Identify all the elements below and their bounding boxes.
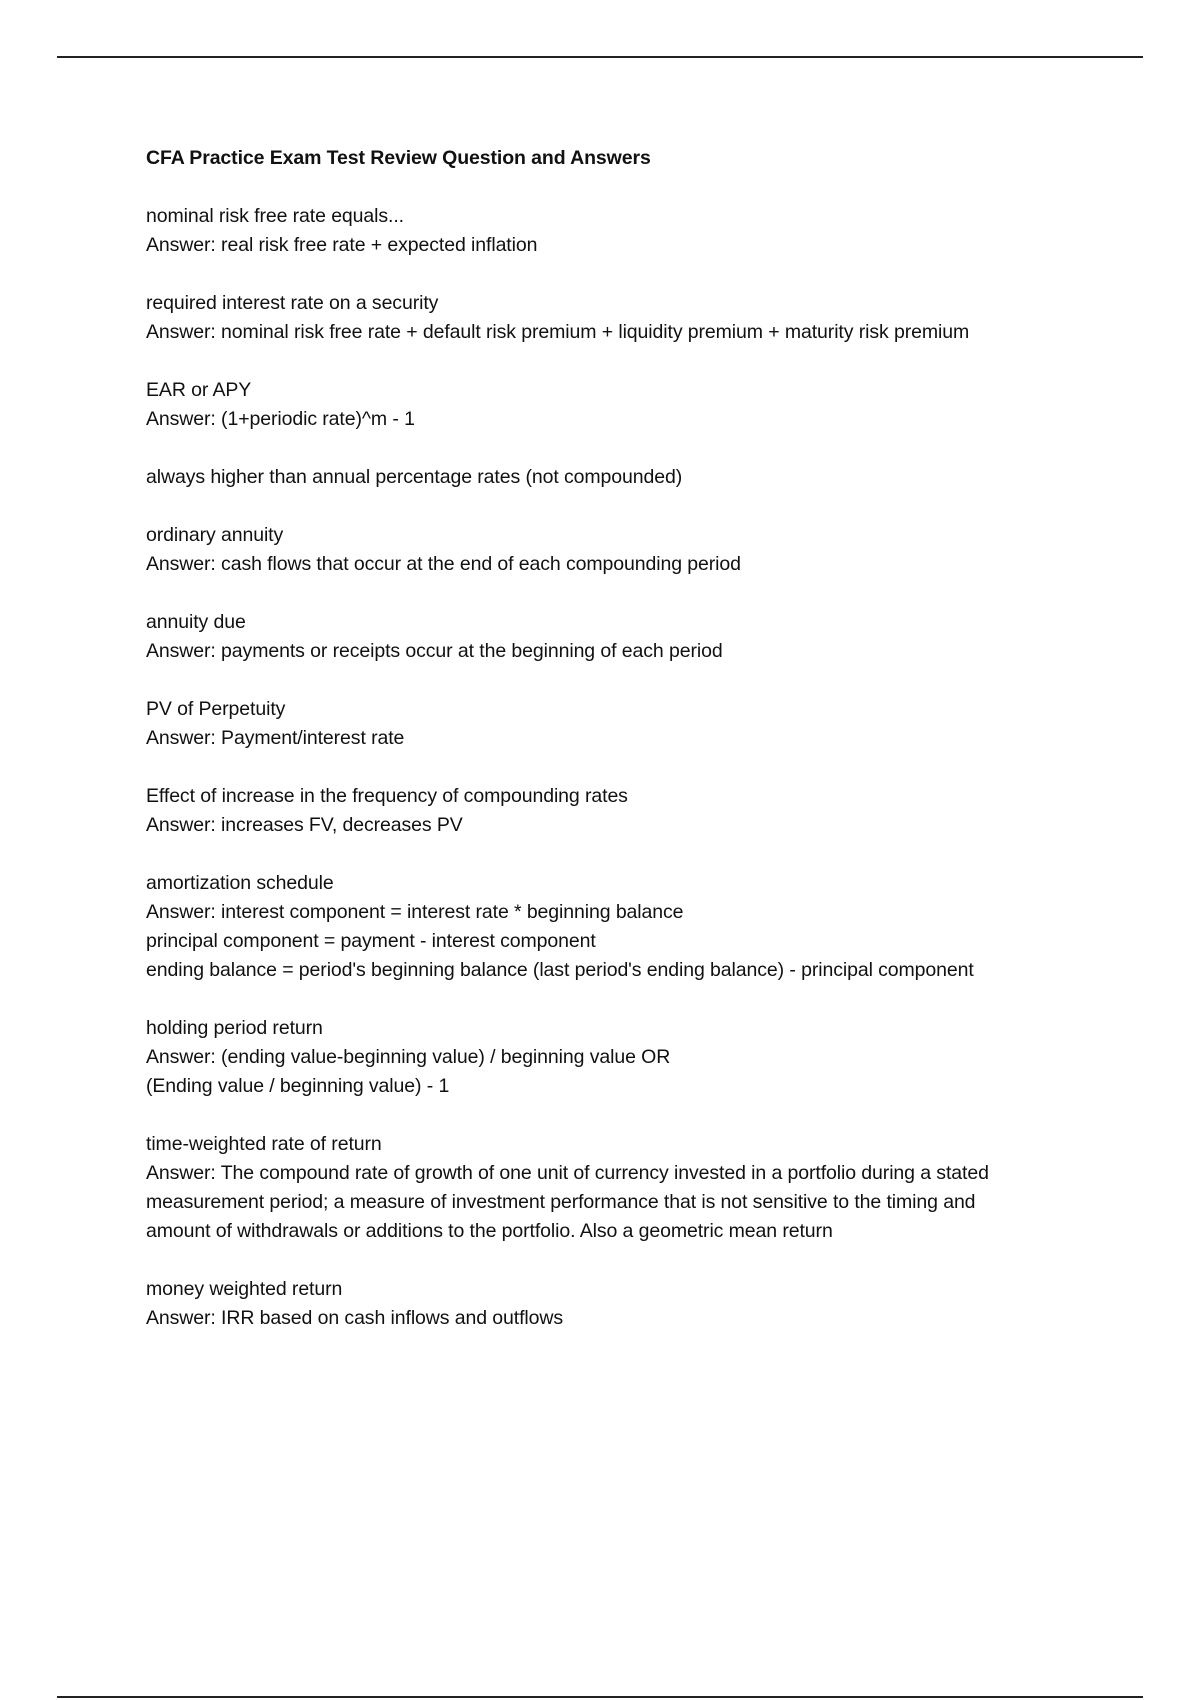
qa-question: nominal risk free rate equals... [146, 205, 405, 227]
qa-item [146, 782, 1106, 840]
qa-item [146, 202, 1106, 260]
qa-item [146, 869, 1106, 985]
qa-answer-line: Answer: IRR based on cash inflows and outflows [146, 1307, 564, 1329]
qa-answer-line: Answer: real risk free rate + expected inflation [146, 234, 538, 256]
qa-answer-line: ending balance = period's beginning balance (last period's ending balance) - principal component [146, 959, 974, 981]
qa-answer-line: Answer: Payment/interest rate [146, 727, 405, 749]
qa-question: always higher than annual percentage rates (not compounded) [146, 466, 683, 488]
qa-answer-line: amount of withdrawals or additions to the portfolio. Also a geometric mean return [146, 1220, 833, 1242]
qa-answer-line: Answer: (ending value-beginning value) / beginning value OR [146, 1046, 671, 1068]
qa-answer-line: Answer: (1+periodic rate)^m - 1 [146, 408, 415, 430]
qa-answer-line: (Ending value / beginning value) - 1 [146, 1075, 450, 1097]
qa-question: EAR or APY [146, 379, 252, 401]
qa-item [146, 521, 1106, 579]
qa-answer-line: Answer: interest component = interest rate * beginning balance [146, 901, 684, 923]
qa-item [146, 695, 1106, 753]
qa-item [146, 289, 1106, 347]
document-title: CFA Practice Exam Test Review Question and Answers [146, 147, 651, 169]
qa-answer-line: Answer: payments or receipts occur at the beginning of each period [146, 640, 723, 662]
document-body [146, 144, 1106, 1362]
qa-item [146, 376, 1106, 434]
qa-question: required interest rate on a security [146, 292, 439, 314]
header-rule [57, 56, 1143, 58]
qa-question: holding period return [146, 1017, 323, 1039]
qa-answer-line: Answer: cash flows that occur at the end of each compounding period [146, 553, 741, 575]
qa-question: Effect of increase in the frequency of compounding rates [146, 785, 628, 807]
qa-answer-line: Answer: nominal risk free rate + default risk premium + liquidity premium + maturity risk premium [146, 321, 970, 343]
qa-list [146, 202, 1106, 1333]
qa-item [146, 608, 1106, 666]
qa-question: ordinary annuity [146, 524, 284, 546]
qa-item [146, 1014, 1106, 1101]
qa-question: annuity due [146, 611, 246, 633]
qa-question: money weighted return [146, 1278, 343, 1300]
qa-item [146, 463, 1106, 492]
qa-answer-line: Answer: The compound rate of growth of one unit of currency invested in a portfolio during a stated [146, 1162, 989, 1184]
qa-item [146, 1130, 1106, 1246]
footer-rule [57, 1696, 1143, 1698]
qa-question: PV of Perpetuity [146, 698, 286, 720]
qa-answer-line: principal component = payment - interest component [146, 930, 596, 952]
qa-item [146, 1275, 1106, 1333]
qa-answer-line: Answer: increases FV, decreases PV [146, 814, 463, 836]
qa-question: time-weighted rate of return [146, 1133, 382, 1155]
qa-answer-line: measurement period; a measure of investment performance that is not sensitive to the timing and [146, 1191, 976, 1213]
qa-question: amortization schedule [146, 872, 334, 894]
